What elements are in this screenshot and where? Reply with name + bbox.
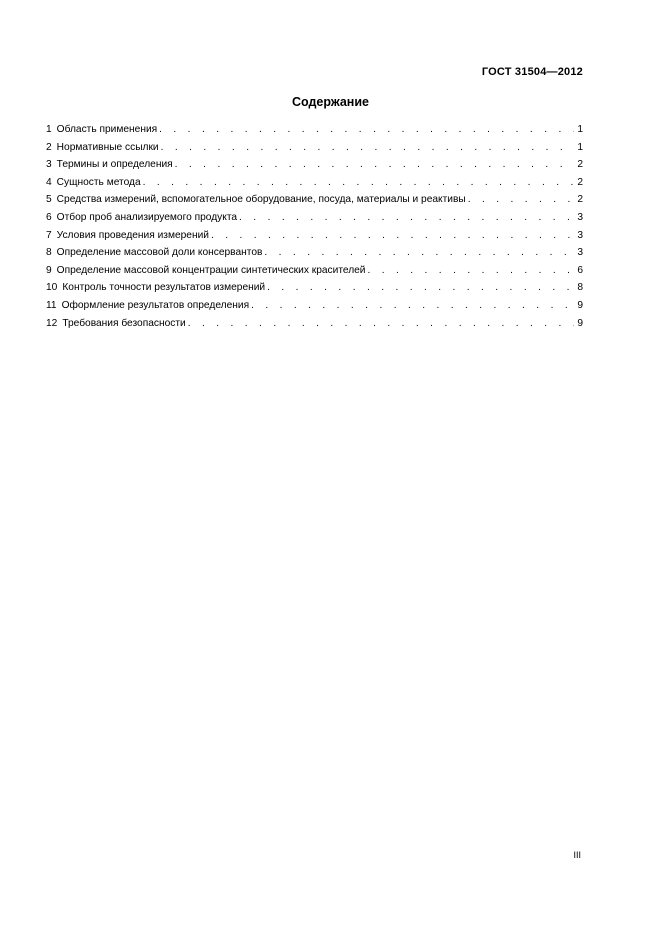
- toc-leader-dots: [468, 191, 574, 209]
- toc-leader-dots: [267, 279, 574, 297]
- toc-leader-dots: [251, 297, 574, 315]
- toc-entry-page: 2: [577, 194, 583, 206]
- toc-entry-number: 12: [46, 317, 58, 329]
- toc-entry[interactable]: [46, 209, 583, 227]
- toc-entry-number: 8: [46, 247, 52, 259]
- toc-leader-dots: [264, 244, 574, 262]
- toc-entry-title: Определение массовой доли консервантов: [56, 247, 263, 259]
- toc-entry-page: 9: [577, 317, 583, 329]
- toc-entry-page: 1: [577, 141, 583, 153]
- toc-leader-dots: [175, 156, 574, 174]
- toc-entry-title: Определение массовой концентрации синтетических красителей: [56, 264, 366, 276]
- toc-leader-dots: [188, 315, 574, 333]
- toc-entry[interactable]: [46, 227, 583, 245]
- toc-entry-page: 6: [577, 264, 583, 276]
- toc-entry-title: Контроль точности результатов измерений: [62, 282, 266, 294]
- toc-entry-title: Нормативные ссылки: [56, 141, 159, 153]
- toc-entry[interactable]: [46, 139, 583, 157]
- toc-entry-page: 3: [577, 247, 583, 259]
- toc-entry-number: 11: [46, 299, 57, 311]
- toc-entry-title: Сущность метода: [56, 176, 141, 188]
- toc-entry-page: 8: [577, 282, 583, 294]
- toc-entry[interactable]: [46, 121, 583, 139]
- toc-entry-number: 1: [46, 124, 52, 135]
- toc-title: Содержание: [291, 95, 369, 109]
- toc-entry[interactable]: [46, 279, 583, 297]
- toc-entry-title: Отбор проб анализируемого продукта: [56, 211, 238, 223]
- toc-entry-page: 1: [577, 124, 583, 135]
- toc-leader-dots: [159, 121, 574, 139]
- toc-entry-number: 7: [46, 229, 52, 241]
- document-code: ГОСТ 31504—2012: [481, 66, 583, 78]
- toc-entry-number: 4: [46, 176, 52, 188]
- toc-entry[interactable]: [46, 315, 583, 333]
- page-number: III: [573, 850, 581, 860]
- toc-entry-title: Область применения: [56, 124, 158, 135]
- toc-entry-page: 3: [577, 229, 583, 241]
- toc-entry-number: 10: [46, 282, 58, 294]
- toc-entry[interactable]: [46, 297, 583, 315]
- toc-entry-page: 2: [577, 176, 583, 188]
- toc-entry-title: Условия проведения измерений: [56, 229, 209, 241]
- toc-entry-number: 2: [46, 141, 52, 153]
- toc-entry-title: Средства измерений, вспомогательное оборудование, посуда, материалы и реактивы: [56, 194, 466, 206]
- toc-entry-title: Требования безопасности: [62, 317, 186, 329]
- toc-entry-number: 9: [46, 264, 52, 276]
- table-of-contents: [46, 121, 583, 332]
- toc-entry-number: 6: [46, 211, 52, 223]
- toc-entry-page: 3: [577, 211, 583, 223]
- toc-leader-dots: [161, 139, 574, 157]
- toc-entry-number: 5: [46, 194, 52, 206]
- toc-entry-page: 9: [577, 299, 583, 311]
- toc-entry[interactable]: [46, 262, 583, 280]
- toc-entry[interactable]: [46, 174, 583, 192]
- toc-leader-dots: [239, 209, 574, 227]
- toc-entry-number: 3: [46, 159, 52, 171]
- toc-leader-dots: [211, 227, 574, 245]
- toc-leader-dots: [143, 174, 574, 192]
- toc-leader-dots: [368, 262, 575, 280]
- toc-entry[interactable]: [46, 156, 583, 174]
- toc-entry-page: 2: [577, 159, 583, 171]
- toc-entry[interactable]: [46, 191, 583, 209]
- toc-entry-title: Оформление результатов определения: [61, 299, 250, 311]
- toc-entry-title: Термины и определения: [56, 159, 173, 171]
- toc-entry[interactable]: [46, 244, 583, 262]
